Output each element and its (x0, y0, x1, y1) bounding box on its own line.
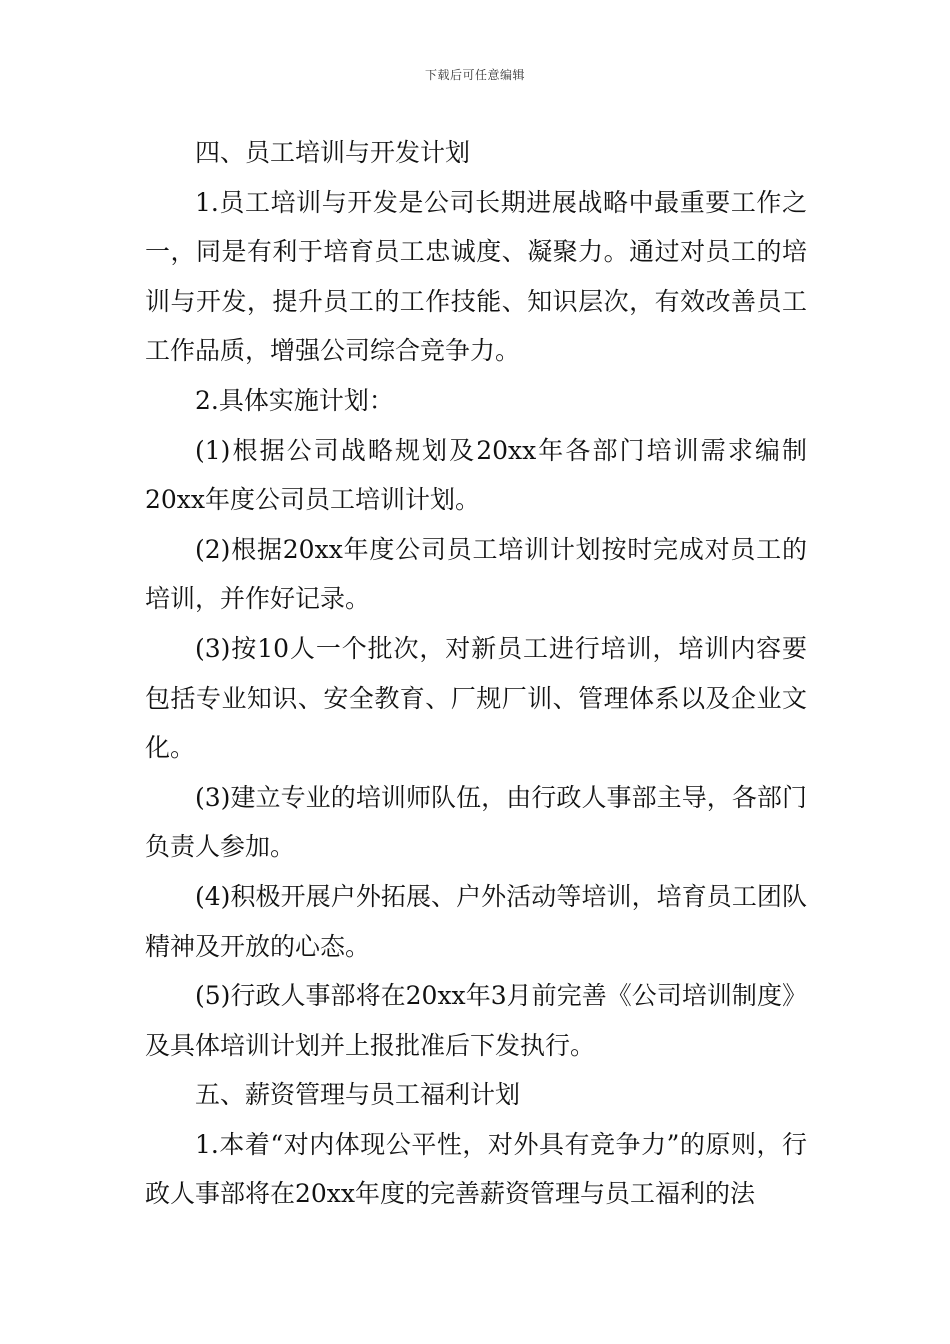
section-heading-salary: 五、薪资管理与员工福利计划 (195, 1080, 521, 1110)
list-item-plan-3a: (3)按10人一个批次，对新员工进行培训，培训内容要包括专业知识、安全教育、厂规厂训、管理体系以及企业文化。 (145, 633, 807, 763)
document-body (145, 128, 807, 1219)
paragraph-implementation-plan: 2.具体实施计划： (195, 385, 394, 415)
list-item-plan-4: (4)积极开展户外拓展、户外活动等培训，培育员工团队精神及开放的心态。 (145, 881, 807, 961)
list-item-plan-1: (1)根据公司战略规划及20xx年各部门培训需求编制20xx年度公司员工培训计划。 (145, 435, 807, 515)
paragraph-training-purpose: 1.员工培训与开发是公司长期进展战略中最重要工作之一，同是有利于培育员工忠诚度、凝聚力。通过对员工的培训与开发，提升员工的工作技能、知识层次，有效改善员工工作品质，增强公司综合竞争力。 (145, 187, 807, 366)
list-item-plan-5: (5)行政人事部将在20xx年3月前完善《公司培训制度》及具体培训计划并上报批准后下发执行。 (145, 981, 807, 1060)
list-item-plan-3b: (3)建立专业的培训师队伍，由行政人事部主导，各部门负责人参加。 (145, 782, 807, 862)
section-heading-training: 四、员工培训与开发计划 (195, 138, 471, 167)
list-item-plan-2: (2)根据20xx年度公司员工培训计划按时完成对员工的培训，并作好记录。 (145, 534, 807, 614)
paragraph-salary-principle: 1.本着“对内体现公平性，对外具有竞争力”的原则，行政人事部将在20xx年度的完善薪资管理与员工福利的法 (145, 1129, 807, 1209)
page-header-note: 下载后可任意编辑 (424, 68, 525, 82)
